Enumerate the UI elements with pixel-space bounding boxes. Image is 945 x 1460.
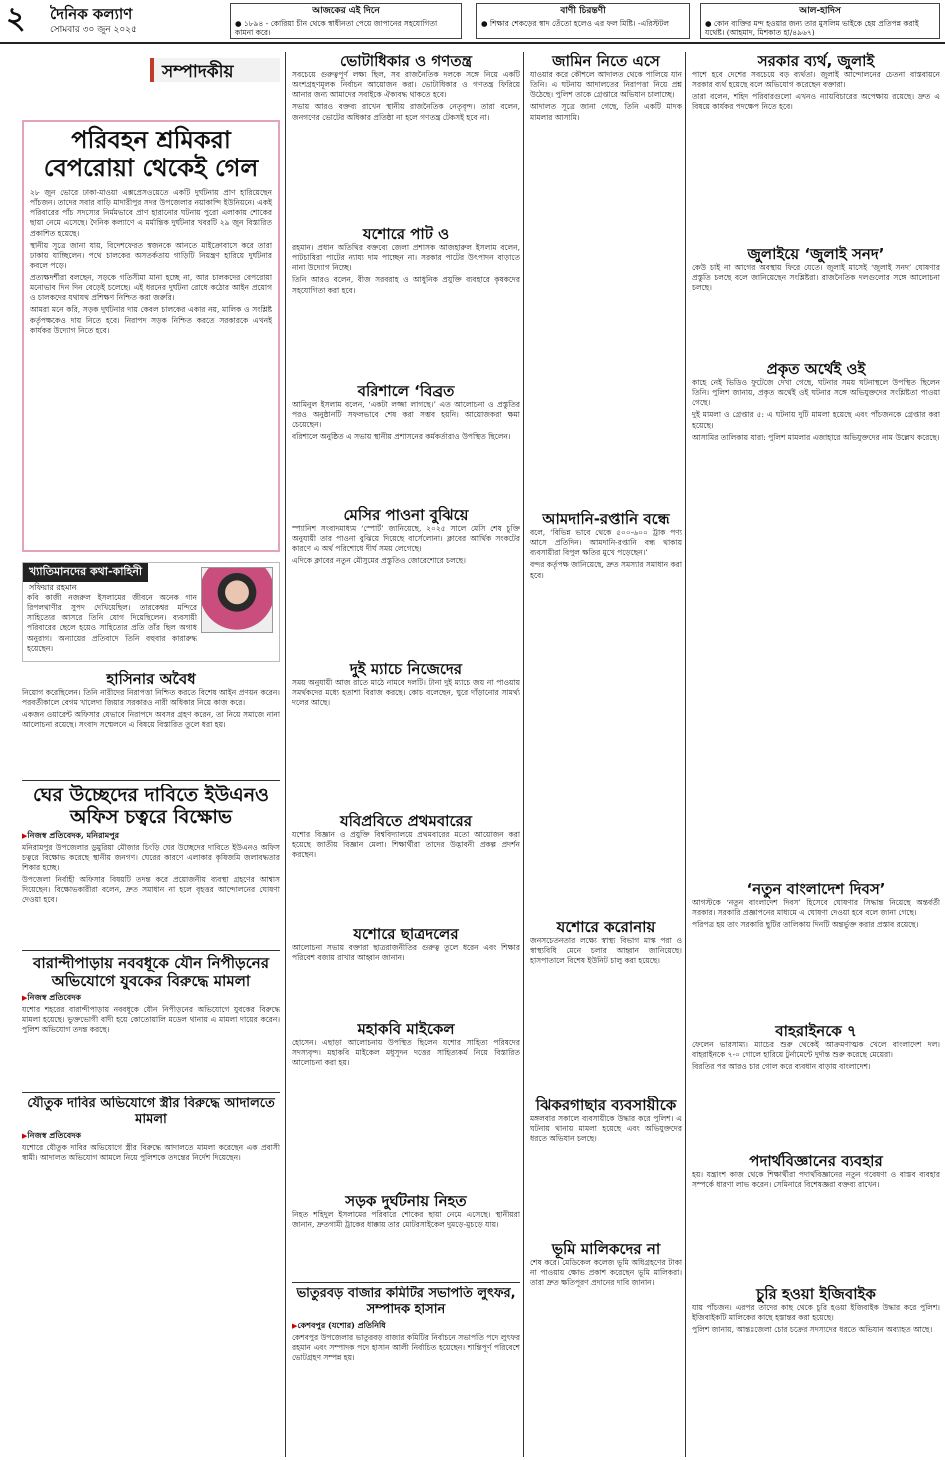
masthead-rule <box>0 42 945 44</box>
story-paragraph: যশোর শহরের বারান্দীপাড়ায় নববধূকে যৌন নিপীড়নের অভিযোগে যুবকের বিরুদ্ধে মামলা হয়েছে। ভুক্তভোগী বাদী হয়ে কোতোয়ালি মডেল থানায় এ মামলা দায়ের করেন। পুলিশ অভিযোগ তদন্ত করছে। <box>22 1004 280 1035</box>
story-road <box>292 1192 520 1280</box>
editorial-paragraph: ২৮ জুন ভোরে ঢাকা-মাওয়া এক্সপ্রেসওয়েতে একটি দুর্ঘটনায় প্রাণ হারিয়েছেন পাঁচজন। তাদের সবার বাড়ি মাদারীপুর সদর উপজেলার নয়াকান্দি ইউনিয়নে। একই পরিবারের পাঁচ সদস্যের নির্মমভাবে প্রাণ হারানোর ঘটনায় পুরো এলাকায় শোকের ছায়া নেমে এসেছে। দৈনিক কল্যাণে এ মর্মান্তিক দুর্ঘটনার খবরটি ২৯ জুন বিস্তারিত প্রকাশিত হয়েছে। <box>30 188 272 238</box>
column-divider <box>523 52 524 1457</box>
story-ghor <box>22 784 280 946</box>
issue-date: সোমবার ৩০ জুন ২০২৫ <box>50 25 137 36</box>
story-paragraph: রহমান। প্রধান অতিথির বক্তব্যে জেলা প্রশাসক আজহারুল ইসলাম বলেন, পাটচাষিরা পাটের ন্যায্য দাম পাচ্ছেন না। সরকার পাটের উৎপাদন বাড়াতে নানা উদ্যোগ নিচ্ছে। <box>292 243 520 273</box>
story-paragraph: একজন ওয়ারেন্ট অফিসার যেভাবে নিরাপদে অবসর গ্রহণ করেন, তা নিয়ে সমাজে নানা আলোচনা রয়েছে। সংবাদ সম্মেলনে এ বিষয়ে বিস্তারিত তুলে ধরা হয়। <box>22 710 280 730</box>
story-paragraph: কেউ চাই না আগের অবস্থায় ফিরে যেতে। জুলাই মাসেই ‘জুলাই সনদ’ ঘোষণার প্রস্তুতি চলছে বলে জানিয়েছেন সংশ্লিষ্টরা। রাজনৈতিক দলগুলোর সঙ্গে আলোচনা চলছে। <box>692 263 940 293</box>
editorial-box <box>22 120 280 552</box>
story-headline: ঝিকরগাছার ব্যবসায়ীকে <box>535 1096 677 1114</box>
story-hasinar <box>22 670 280 778</box>
paper-name: দৈনিক কল্যাণ <box>50 5 133 23</box>
story-paragraph: বলে, ‘বিভিন্ন ভাবে থেকে ৫০০-৬০০ ট্রাক পণ্য আসে প্রতিদিন। আমদানি-রপ্তানি বন্ধ থাকায় ব্যবসায়ীরা বিপুল ক্ষতির মুখে পড়েছেন।’ <box>530 528 682 558</box>
story-headline: বাহরাইনকে ৭ <box>775 1022 857 1040</box>
hadith-box-title: আল-হাদিস <box>799 6 841 16</box>
story-headline: যশোরে করোনায় <box>556 918 656 936</box>
story-bhumi <box>530 1240 682 1456</box>
quote-box-text: ● শিক্ষার শেকড়ের স্বাদ তেঁতো হলেও এর ফল মিষ্টি। -এরিস্টটল <box>481 18 669 28</box>
story-headline: পদার্থবিজ্ঞানের ব্যবহার <box>749 1152 883 1170</box>
story-paragraph: উপজেলা নির্বাহী অফিসার বিষয়টি তদন্ত করে প্রয়োজনীয় ব্যবস্থা গ্রহণের আশ্বাস দিয়েছেন। বিক্ষোভকারীরা বলেন, দ্রুত সমাধান না হলে বৃহত্তর আন্দোলনের ঘোষণা দেওয়া হবে। <box>22 875 280 905</box>
section-title: সম্পাদকীয় <box>150 58 280 82</box>
story-divider <box>22 1092 280 1093</box>
hadith-box <box>700 3 940 39</box>
story-headline: মহাকবি মাইকেল <box>357 1020 455 1038</box>
today-box-title: আজকের এই দিনে <box>312 6 380 16</box>
story-paragraph: আসামির তালিকায় যারা: পুলিশ মামলার এজাহারে অভিযুক্তদের নাম উল্লেখ করেছে। <box>692 432 940 442</box>
story-byline: ▶ নিজস্ব প্রতিবেদক <box>22 992 280 1003</box>
story-prakrito <box>692 360 940 870</box>
story-paragraph: তারা বলেন, শহিদ পরিবারগুলো এখনও ন্যায়বিচারের অপেক্ষায় রয়েছে। দ্রুত এ বিষয়ে কার্যকর পদক্ষেপ নিতে হবে। <box>692 92 940 112</box>
story-divider <box>292 1282 520 1283</box>
today-box-text: ● ১৮৯৪ - কোরিয়া চীন থেকে স্বাধীনতা পেয়ে জাপানের সহযোগিতা কামনা করে। <box>235 18 438 38</box>
story-paragraph: নিয়োগ করেছিলেন। তিনি নারীদের নিরাপত্তা নিশ্চিত করতে বিশেষ আইন প্রণয়ন করেন। পরবর্তীকালে বেগম খালেদা জিয়ার সরকারও নারী অধিকার নিয়ে কাজ করে। <box>22 688 280 708</box>
column-title: খ্যাতিমানদের কথা-কাহিনী <box>23 563 148 582</box>
story-jamin <box>530 52 682 507</box>
story-paragraph: যায় পাঁচজন। এরপর তাদের কাছ থেকে চুরি হওয়া ইজিবাইক উদ্ধার করে পুলিশ। ইজিবাইকটি মালিকের কাছে হস্তান্তর করা হয়েছে। <box>692 1303 940 1323</box>
story-byline: ▶ নিজস্ব প্রতিবেদক, মনিরামপুর <box>22 830 280 841</box>
column-box <box>22 562 280 662</box>
story-amdani <box>530 510 682 915</box>
story-paragraph: কাহে নেই ভিডিও ফুটেজে দেখা গেছে, ঘটনার সময় ঘটনাস্থলে উপস্থিত ছিলেন তিনি। পুলিশ জানায়, প্রকৃত অর্থেই ওই ঘটনার সঙ্গে অভিযুক্তদের সংশ্লিষ্টতা পাওয়া গেছে। <box>692 378 940 408</box>
story-headline: বারান্দীপাড়ায় নববধূকে যৌন নিপীড়নের অভিযোগে যুবকের বিরুদ্ধে মামলা <box>33 954 269 990</box>
story-headline: হাসিনার অবৈধ <box>106 670 196 688</box>
author-photo <box>201 567 273 633</box>
story-byline: ▶ নিজস্ব প্রতিবেদক <box>22 1130 280 1141</box>
story-headline: প্রকৃত অর্থেই ওই <box>766 360 866 378</box>
story-bahrain <box>692 1022 940 1150</box>
story-headline: ‘নতুন বাংলাদেশ দিবস’ <box>746 880 886 898</box>
story-paragraph: মঙ্গলবার সকালে ব্যবসায়ীকে উদ্ধার করে পুলিশ। এ ঘটনায় থানায় মামলা হয়েছে এবং অভিযুক্তদের ধরতে অভিযান চলছে। <box>530 1114 682 1144</box>
story-headline: ঘের উচ্ছেদের দাবিতে ইউএনও অফিস চত্বরে বিক্ষোভ <box>32 784 270 828</box>
story-messi <box>292 506 520 656</box>
story-headline: সড়ক দুর্ঘটনায় নিহত <box>345 1192 467 1210</box>
story-paragraph: সবচেয়ে গুরুত্বপূর্ণ লক্ষ্য ছিল, সব রাজনৈতিক দলকে সঙ্গে নিয়ে একটি অংশগ্রহণমূলক নির্বাচন আয়োজন করা। ভোটাধিকার ও গণতন্ত্র ফিরিয়ে আনার জন্য আমাদের সবাইকে ঐক্যবদ্ধ থাকতে হবে। <box>292 70 520 100</box>
story-headline: যৌতুক দাবির অভিযোগে স্ত্রীর বিরুদ্ধে আদালতে মামলা <box>27 1096 275 1127</box>
story-headline: বরিশালে ‘বিব্রত <box>357 382 455 400</box>
story-headline: ভাতুরবড় বাজার কমিটির সভাপতি লুৎফর, সম্পাদক হাসান <box>296 1286 516 1317</box>
quote-box-title: বাণী চিরন্তণী <box>560 6 606 16</box>
story-paragraph: আমিনুল ইসলাম বলেন, ‘একটা লজ্জা লাগছে।’ এত আলোচনা ও প্রস্তুতির পরও অনুষ্ঠানটি সফলভাবে শেষ করা সম্ভব হয়নি। আয়োজকরা ক্ষমা চেয়েছেন। <box>292 400 520 430</box>
story-paragraph: ফেলেন ভারসাম্য। ম্যাচের শুরু থেকেই আক্রমণাত্মক খেলে বাংলাদেশ দল। বাহরাইনকে ৭-০ গোলে হারিয়ে টুর্নামেন্টে দুর্দান্ত শুরু করেছে মেয়েরা। <box>692 1040 940 1060</box>
story-headline: যশোরে পাট ও <box>362 225 450 243</box>
story-bhabarchar <box>292 1286 520 1456</box>
story-mahakabi <box>292 1020 520 1188</box>
story-padartha <box>692 1152 940 1282</box>
story-paragraph: এদিকে ক্লাবের নতুন মৌসুমের প্রস্তুতিও জোরেশোরে চলছে। <box>292 556 466 566</box>
quote-box <box>476 3 690 39</box>
story-headline: জামিন নিতে এসে <box>552 52 660 70</box>
story-headline: সরকার ব্যর্থ, জুলাই <box>757 52 875 70</box>
editorial-paragraph: প্রত্যক্ষদর্শীরা বলছেন, সড়কে গতিসীমা মানা হচ্ছে না, আর চালকদের বেপরোয়া মনোভাব দিন দিন বেড়েই চলেছে। এই ধরনের দুর্ঘটনা রোধে কঠোর আইন প্রয়োগ ও চালকদের যথাযথ প্রশিক্ষণ নিশ্চিত করা জরুরি। <box>30 273 272 303</box>
column-divider <box>285 52 286 1457</box>
story-jashore-student <box>292 925 520 1017</box>
story-corona <box>530 918 682 1093</box>
story-headline: দুই ম্যাচে নিজেদের <box>349 660 463 678</box>
column-author: সফিয়ার রহমান <box>29 582 77 592</box>
story-paragraph: বন্দর কর্তৃপক্ষ জানিয়েছে, দ্রুত সমস্যার সমাধান করা হবে। <box>530 560 682 580</box>
story-paragraph: পুলিশ জানায়, আন্তঃজেলা চোর চক্রের সদস্যদের ধরতে অভিযান অব্যাহত আছে। <box>692 1325 933 1335</box>
story-paragraph: নিহত শহিদুল ইসলামের পরিবারে শোকের ছায়া নেমে এসেছে। স্থানীয়রা জানান, দ্রুতগামী ট্রাকের ধাক্কায় তার মোটরসাইকেল দুমড়ে-মুচড়ে যায়। <box>292 1210 520 1230</box>
story-headline: ভোটাধিকার ও গণতন্ত্র <box>340 52 472 70</box>
story-pat <box>292 225 520 380</box>
story-notun <box>692 880 940 1020</box>
story-paragraph: মনিরামপুর উপজেলার ডুমুরিয়া মৌজার চিংড়ি ঘের উচ্ছেদের দাবিতে ইউএনও অফিস চত্বরে বিক্ষোভ করেছে স্থানীয় জনগণ। ঘেরের কারণে এলাকার কৃষিজমি জলাবদ্ধতার শিকার হচ্ছে। <box>22 842 280 873</box>
story-paragraph: আগস্টকে ‘নতুন বাংলাদেশ দিবস’ হিসেবে ঘোষণার সিদ্ধান্ত নিয়েছে অন্তর্বর্তী সরকার। সরকারি প্রজ্ঞাপনের মাধ্যমে এ ঘোষণা দেওয়া হবে বলে জানা গেছে। <box>692 898 940 918</box>
story-paragraph: সময় অনুযায়ী আজ রাতে মাঠে নামবে দলটি। টানা দুই ম্যাচে জয় না পাওয়ায় সমর্থকদের মধ্যে হতাশা বিরাজ করছে। কোচ বলেছেন, ঘুরে দাঁড়ানোর সামর্থ্য দলের আছে। <box>292 678 520 708</box>
story-divider <box>22 780 280 781</box>
story-paragraph: আদালত সূত্রে জানা গেছে, তিনি একটি মাদক মামলার আসামি। <box>530 102 682 122</box>
story-match <box>292 660 520 810</box>
story-paragraph: যাওয়ার করে কৌশলে আদালত থেকে পালিয়ে যান তিনি। এ ঘটনায় আদালতের নিরাপত্তা নিয়ে প্রশ্ন উঠেছে। পুলিশ তাকে গ্রেপ্তারে অভিযান চালাচ্ছে। <box>530 70 682 100</box>
story-headline: চুরি হওয়া ইজিবাইক <box>756 1285 876 1303</box>
story-paragraph: পরিপত্র হয় তাং সরকারি ছুটির তালিকায় দিনটি অন্তর্ভুক্ত করার প্রস্তাব রয়েছে। <box>692 920 919 930</box>
story-headline: জুলাইয়ে ‘জুলাই সনদ’ <box>747 245 885 263</box>
masthead <box>50 4 200 40</box>
story-headline: যবিপ্রবিতে প্রথমবারের <box>339 812 473 830</box>
story-julai <box>692 245 940 357</box>
story-byline: ▶ কেশবপুর (যশোর) প্রতিনিধি <box>292 1320 520 1331</box>
editorial-paragraph: আমরা মনে করি, সড়ক দুর্ঘটনার দায় কেবল চালকের একার নয়, মালিক ও সংশ্লিষ্ট কর্তৃপক্ষকেও দায় নিতে হবে। নিরাপদ সড়ক নিশ্চিত করতে সরকারকে এখনই কার্যকর উদ্যোগ নিতে হবে। <box>30 305 272 335</box>
story-paragraph: তিনি আরও বলেন, বীজ সরবরাহ ও আধুনিক প্রযুক্তি ব্যবহারে কৃষকদের সহযোগিতা করা হবে। <box>292 275 520 295</box>
story-paragraph: দুই মামলা ও গ্রেপ্তার ৫: এ ঘটনায় দুটি মামলা হয়েছে এবং পাঁচজনকে গ্রেপ্তার করা হয়েছে। <box>692 410 940 430</box>
story-headline: মেসির পাওনা বুঝিয়ে <box>343 506 469 524</box>
story-churi <box>692 1285 940 1455</box>
story-jobip <box>292 812 520 922</box>
story-paragraph: বিরতির পর আরও চার গোল করে ব্যবধান বাড়ায় বাংলাদেশ। <box>692 1062 871 1072</box>
story-joutuk <box>22 1096 280 1456</box>
story-voter <box>292 52 520 222</box>
story-paragraph: সভায় আরও বক্তব্য রাখেন স্থানীয় রাজনৈতিক নেতৃবৃন্দ। তারা বলেন, জনগণের ভোটের অধিকার প্রতিষ্ঠা না হলে গণতন্ত্র টেকসই হবে না। <box>292 102 520 122</box>
story-headline: ভূমি মালিকদের না <box>551 1240 661 1258</box>
story-paragraph: শেষ করে। মেডিকেল কলেজ ভূমি অধিগ্রহণের টাকা না পাওয়ায় ক্ষোভ প্রকাশ করেছেন ভূমি মালিকরা। তারা দ্রুত ক্ষতিপূরণ প্রদানের দাবি জানান। <box>530 1258 682 1288</box>
editorial-paragraph: স্থানীয় সূত্রে জানা যায়, বিদেশফেরত স্বজনকে আনতে মাইক্রোবাসে করে তারা ঢাকায় যাচ্ছিলেন। পথে চালকের অসতর্কতায় গাড়িটি নিয়ন্ত্রণ হারিয়ে দুর্ঘটনার কবলে পড়ে। <box>30 240 272 270</box>
story-headline: আমদানি-রপ্তানি বন্ধে <box>542 510 670 528</box>
story-paragraph: হয়। যন্ত্রাংশ কাজ থেকে শিক্ষার্থীরা পদার্থবিজ্ঞানের নতুন গবেষণা ও বাস্তব ব্যবহার সম্পর্কে ধারণা লাভ করেন। সেমিনারে বিশেষজ্ঞরা বক্তব্য রাখেন। <box>692 1170 940 1190</box>
editorial-headline: পরিবহন শ্রমিকরা বেপরোয়া থেকেই গেল <box>43 126 259 182</box>
story-paragraph: আলোচনা সভায় বক্তারা ছাত্ররাজনীতির গুরুত্ব তুলে ধরেন এবং শিক্ষার পরিবেশ বজায় রাখার আহ্বান জানান। <box>292 943 520 963</box>
story-paragraph: হোসেন। এছাড়া আলোচনায় উপস্থিত ছিলেন যশোর সাহিত্য পরিষদের সদস্যবৃন্দ। মহাকবি মাইকেল মধুসূদন দত্তের সাহিত্যকর্ম নিয়ে বিস্তারিত আলোচনা করা হয়। <box>292 1038 520 1068</box>
story-barishal <box>292 382 520 504</box>
hadith-box-text: ● কোন ব্যক্তির মন্দ হওয়ার জন্য তার মুসলিম ভাইকে হেয় প্রতিপন্ন করাই যথেষ্ট। (আহমাদ, মিশকাত হা/৪৯৬৭) <box>705 18 919 38</box>
story-jhikorgacha <box>530 1096 682 1236</box>
story-paragraph: যশোর বিজ্ঞান ও প্রযুক্তি বিশ্ববিদ্যালয়ে প্রথমবারের মতো আয়োজন করা হয়েছে জাতীয় বিজ্ঞান মেলা। শিক্ষার্থীরা তাদের উদ্ভাবনী প্রকল্প প্রদর্শন করছেন। <box>292 830 520 860</box>
story-paragraph: কেশবপুর উপজেলার ভাতুরবড় বাজার কমিটির নির্বাচনে সভাপতি পদে লুৎফর রহমান এবং সম্পাদক পদে হাসান আলী নির্বাচিত হয়েছেন। শান্তিপূর্ণ পরিবেশে ভোটগ্রহণ সম্পন্ন হয়। <box>292 1332 520 1363</box>
story-paragraph: বরিশালে অনুষ্ঠিত এ সভায় স্থানীয় প্রশাসনের কর্মকর্তারাও উপস্থিত ছিলেন। <box>292 432 511 442</box>
story-paragraph: পাশে হবে দেশের সবচেয়ে বড় ব্যর্থতা। জুলাই আন্দোলনের চেতনা বাস্তবায়নে সরকার ব্যর্থ হয়েছে বলে অভিযোগ করেছেন বক্তারা। <box>692 70 940 90</box>
story-headline: যশোরে ছাত্রদলের <box>353 925 459 943</box>
page-number: ২ <box>6 2 26 36</box>
today-box <box>230 3 462 39</box>
column-divider <box>685 52 686 1457</box>
story-divider <box>22 950 280 951</box>
story-paragraph: জনসচেতনতার লক্ষ্যে স্বাস্থ্য বিভাগ মাস্ক পরা ও স্বাস্থ্যবিধি মেনে চলার আহ্বান জানিয়েছে। হাসপাতালে বিশেষ ইউনিট চালু করা হয়েছে। <box>530 936 682 966</box>
story-paragraph: স্প্যানিশ সংবাদমাধ্যম ‘স্পোর্ট’ জানিয়েছে, ২০২৫ সালে মেসি শেষ চুক্তি অনুযায়ী তার পাওনা বুঝিয়ে দিয়েছে বার্সেলোনা। ক্লাবের আর্থিক সংকটের কারণে এ অর্থ পরিশোধে দীর্ঘ সময় লেগেছে। <box>292 524 520 554</box>
column-text: কবি কাজী নজরুল ইসলামের জীবনে অনেক গান রিপলথাণীর সুপদ দেখিয়েছিল। তারকেশ্বর মন্দিরে সাহিত্যের আসরে তিনি যোগ দিয়েছিলেন। ব্যবসায়ী পরিবারের ছেলে হয়েও সাহিত্যের প্রতি তাঁর ছিল অগাধ অনুরাগ। অন্যায়ের প্রতিবাদে তিনি বহুবার কারারুদ্ধ হয়েছেন। <box>27 593 197 653</box>
story-baradi <box>22 954 280 1089</box>
story-sarkar <box>692 52 940 242</box>
story-paragraph: যশোরে যৌতুক দাবির অভিযোগে স্ত্রীর বিরুদ্ধে আদালতে মামলা করেছেন এক প্রবাসী স্বামী। আদালত অভিযোগ আমলে নিয়ে পুলিশকে তদন্তের নির্দেশ দিয়েছেন। <box>22 1142 280 1162</box>
